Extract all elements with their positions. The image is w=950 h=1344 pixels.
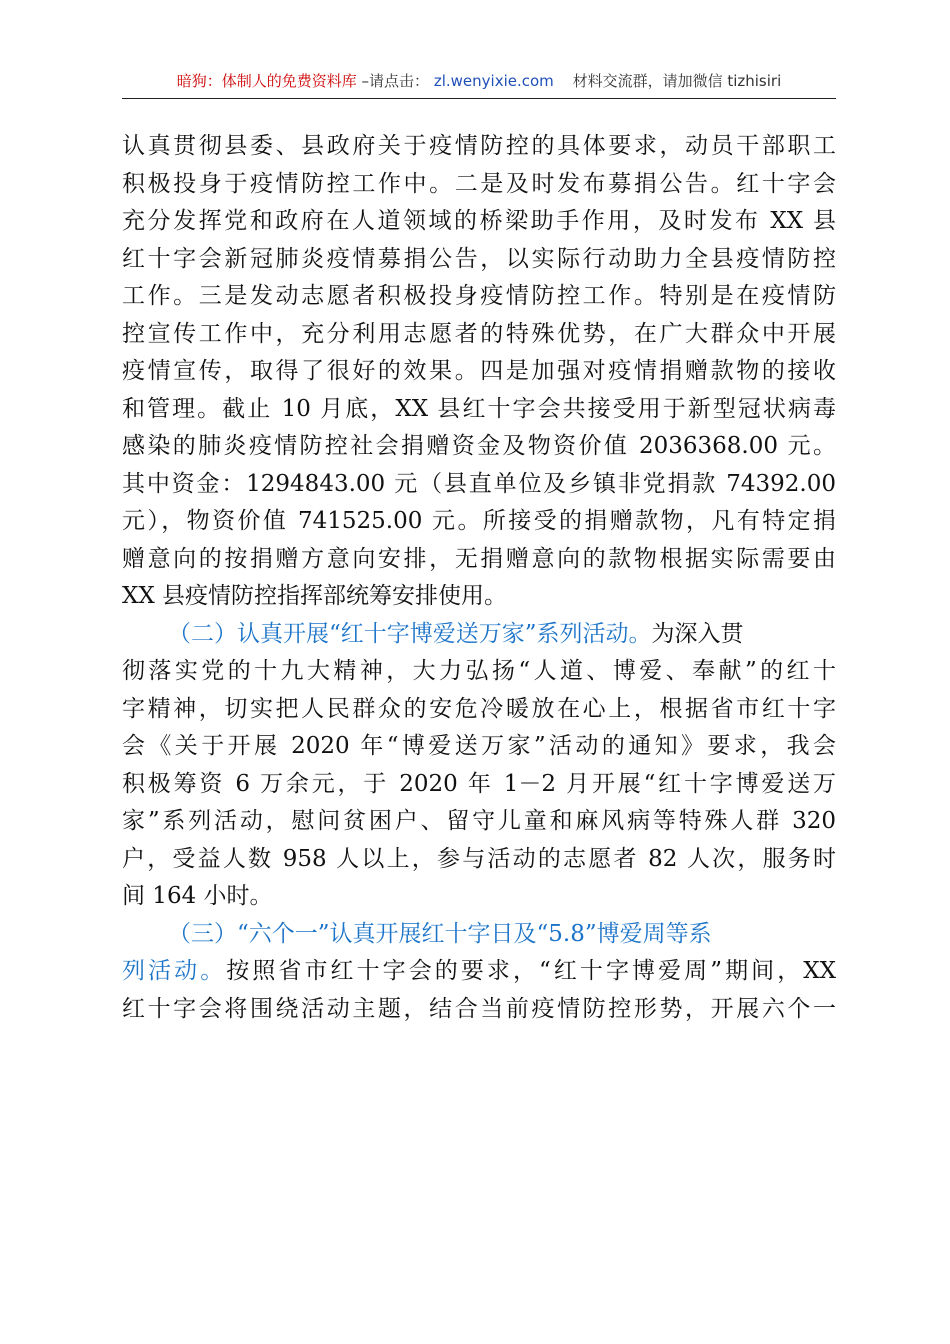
section-3-first-line bbox=[122, 916, 836, 954]
header-brand: 暗狗：体制人的免费资料库 bbox=[176, 72, 357, 90]
text-line: 其中资金：1294843.00 元（县直单位及乡镇非党捐款 74392.00 bbox=[122, 470, 836, 497]
section-2-heading: （二）认真开展“红十字博爱送万家”系列活动。 bbox=[168, 620, 652, 647]
header-divider bbox=[122, 98, 836, 99]
text-line: 认真贯彻县委、县政府关于疫情防控的具体要求，动员干部职工 bbox=[122, 133, 836, 159]
section-3-second-line bbox=[122, 953, 836, 991]
section-3-second-line-rest: 按照省市红十字会的要求，“红十字博爱周”期间，XX bbox=[226, 958, 836, 984]
text-line: 充分发挥党和政府在人道领域的桥梁助手作用，及时发布 XX 县 bbox=[122, 208, 836, 234]
header-wechat-note: 材料交流群，请加微信 tizhisiri bbox=[572, 72, 782, 90]
text-line: 工作。三是发动志愿者积极投身疫情防控工作。特别是在疫情防 bbox=[122, 283, 836, 309]
text-line: 户，受益人数 958 人以上，参与活动的志愿者 82 人次，服务时 bbox=[122, 845, 836, 872]
page-header bbox=[122, 64, 836, 98]
text-line: 彻落实党的十九大精神，大力弘扬“人道、博爱、奉献”的红十 bbox=[122, 658, 836, 684]
section-3-heading: （三）“六个一”认真开展红十字日及“5.8”博爱周等系 bbox=[168, 920, 712, 947]
header-click-prompt: –请点击： bbox=[361, 72, 430, 90]
text-line: 红十字会将围绕活动主题，结合当前疫情防控形势，开展六个一 bbox=[122, 995, 836, 1022]
text-line: 间 164 小时。 bbox=[122, 883, 273, 909]
document-body bbox=[122, 128, 836, 1028]
text-line: 赠意向的按捐赠方意向安排，无捐赠意向的款物根据实际需要由 bbox=[122, 545, 836, 572]
text-line: 疫情宣传，取得了很好的效果。四是加强对疫情捐赠款物的接收 bbox=[122, 358, 836, 384]
section-2-first-line-rest: 为深入贯 bbox=[651, 620, 744, 647]
text-line: 红十字会新冠肺炎疫情募捐公告，以实际行动助力全县疫情防控 bbox=[122, 245, 836, 272]
text-line: 字精神，切实把人民群众的安危冷暖放在心上，根据省市红十字 bbox=[122, 695, 836, 722]
header-url-link[interactable]: zl.wenyixie.com bbox=[433, 72, 554, 90]
section-2-first-line bbox=[122, 616, 836, 654]
text-line: 元），物资价值 741525.00 元。所接受的捐赠款物，凡有特定捐 bbox=[122, 508, 836, 534]
text-line: 控宣传工作中，充分利用志愿者的特殊优势，在广大群众中开展 bbox=[122, 320, 836, 347]
text-line: 感染的肺炎疫情防控社会捐赠资金及物资价值 2036368.00 元。 bbox=[122, 433, 836, 459]
text-line: 和管理。截止 10 月底，XX 县红十字会共接受用于新型冠状病毒 bbox=[122, 395, 836, 422]
text-line: 积极筹资 6 万余元，于 2020 年 1－2 月开展“红十字博爱送万 bbox=[122, 770, 836, 797]
section-3-heading-end: 列活动。 bbox=[122, 958, 227, 984]
text-line: 家”系列活动，慰问贫困户、留守儿童和麻风病等特殊人群 320 bbox=[122, 808, 836, 834]
text-line: 会《关于开展 2020 年“博爱送万家”活动的通知》要求，我会 bbox=[122, 733, 836, 759]
text-line: XX 县疫情防控指挥部统筹安排使用。 bbox=[122, 583, 508, 609]
text-line: 积极投身于疫情防控工作中。二是及时发布募捐公告。红十字会 bbox=[122, 170, 836, 197]
